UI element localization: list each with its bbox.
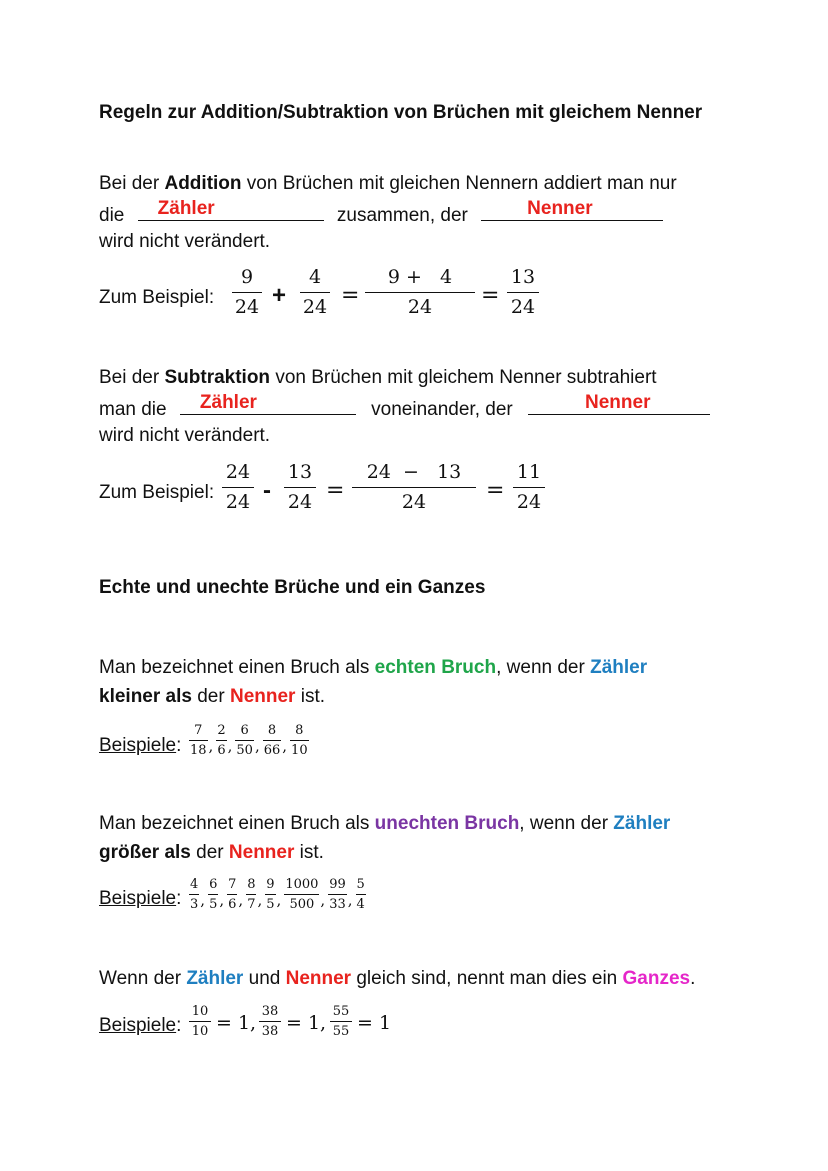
text: gleich sind, nennt man dies ein bbox=[351, 968, 623, 989]
fraction-result bbox=[513, 463, 545, 512]
denominator: 4 bbox=[356, 897, 365, 912]
equation-result: = 1 bbox=[357, 1012, 392, 1034]
text: . bbox=[690, 968, 696, 989]
fraction-bar bbox=[189, 740, 208, 741]
unecht-line-2 bbox=[99, 842, 324, 864]
term-zaehler: Zähler bbox=[590, 657, 648, 678]
unecht-examples-fractions bbox=[189, 878, 366, 911]
fraction-bar bbox=[227, 894, 237, 895]
section-title: Echte und unechte Brüche und ein Ganzes bbox=[99, 577, 486, 598]
colon: : bbox=[176, 1015, 182, 1036]
fraction-bar bbox=[265, 894, 275, 895]
fraction-bar bbox=[246, 894, 256, 895]
fraction bbox=[227, 878, 237, 911]
plus-operator: + bbox=[272, 282, 287, 309]
numerator-b: 4 bbox=[440, 266, 453, 288]
fraction bbox=[259, 1005, 281, 1038]
text: man die bbox=[99, 399, 167, 420]
unecht-line-1 bbox=[99, 813, 670, 835]
fraction bbox=[284, 463, 316, 512]
addition-example-label: Zum Beispiel: bbox=[99, 287, 215, 308]
answer-nenner: Nenner bbox=[585, 392, 651, 413]
term-zaehler: Zähler bbox=[613, 813, 671, 834]
term-nenner: Nenner bbox=[285, 968, 352, 989]
fraction-difference bbox=[352, 463, 476, 512]
fraction bbox=[232, 268, 262, 317]
equation-result: = 1, bbox=[216, 1012, 257, 1034]
comma-separator: , bbox=[227, 736, 233, 755]
operator: − bbox=[403, 461, 419, 483]
numerator: 6 bbox=[209, 877, 218, 892]
colon: : bbox=[176, 888, 182, 909]
subtraction-line-3: wird nicht verändert. bbox=[99, 425, 271, 446]
numerator: 38 bbox=[261, 1004, 279, 1019]
numerator: 2 bbox=[217, 723, 226, 738]
fraction-bar bbox=[235, 740, 254, 741]
beispiele-label: Beispiele bbox=[99, 888, 177, 909]
term-groesser-als: größer als bbox=[99, 842, 191, 863]
numerator: 99 bbox=[329, 877, 346, 892]
comma-separator: , bbox=[257, 890, 263, 909]
ganzes-examples-label bbox=[99, 1015, 181, 1037]
answer-nenner: Nenner bbox=[527, 198, 593, 219]
denominator: 6 bbox=[228, 897, 237, 912]
comma-separator: , bbox=[254, 736, 260, 755]
fraction-bar bbox=[208, 894, 218, 895]
text: , wenn der bbox=[496, 657, 591, 678]
denominator: 6 bbox=[217, 743, 226, 758]
fraction-bar bbox=[356, 894, 366, 895]
text: und bbox=[243, 968, 286, 989]
echt-line-1 bbox=[99, 657, 647, 679]
text: ist. bbox=[295, 686, 326, 707]
answer-zaehler: Zähler bbox=[199, 392, 257, 413]
addition-term: Addition bbox=[164, 173, 242, 194]
unecht-examples-label bbox=[99, 888, 181, 910]
fraction bbox=[189, 878, 199, 911]
denominator: 5 bbox=[266, 897, 275, 912]
comma-separator: , bbox=[347, 890, 353, 909]
term-nenner: Nenner bbox=[228, 842, 295, 863]
minus-operator: - bbox=[263, 477, 271, 504]
text: der bbox=[190, 842, 229, 863]
fraction-result bbox=[507, 268, 539, 317]
denominator: 5 bbox=[209, 897, 218, 912]
denominator: 7 bbox=[247, 897, 256, 912]
fraction bbox=[265, 878, 275, 911]
numerator: 9 bbox=[240, 266, 254, 288]
fraction bbox=[246, 878, 256, 911]
fraction bbox=[356, 878, 366, 911]
denominator: 10 bbox=[191, 1024, 209, 1039]
numerator: 7 bbox=[194, 723, 203, 738]
fraction bbox=[189, 1005, 211, 1038]
numerator: 8 bbox=[267, 723, 277, 738]
numerator: 13 bbox=[287, 461, 313, 483]
text: die bbox=[99, 205, 125, 226]
denominator: 24 bbox=[225, 491, 251, 513]
beispiele-label: Beispiele bbox=[99, 735, 177, 756]
answer-blank-nenner bbox=[528, 392, 710, 415]
denominator: 24 bbox=[302, 296, 328, 318]
denominator: 38 bbox=[261, 1024, 279, 1039]
numerator: 9 bbox=[266, 877, 275, 892]
text: ist. bbox=[294, 842, 324, 863]
term-kleiner-als: kleiner als bbox=[99, 686, 192, 707]
fraction bbox=[208, 878, 218, 911]
denominator: 24 bbox=[287, 491, 313, 513]
denominator: 500 bbox=[289, 897, 315, 912]
denominator: 55 bbox=[332, 1024, 350, 1039]
numerator: 8 bbox=[295, 723, 304, 738]
fraction bbox=[290, 724, 309, 757]
text: Wenn der bbox=[99, 968, 187, 989]
comma-separator: , bbox=[219, 890, 225, 909]
comma-separator: , bbox=[200, 890, 206, 909]
term-zaehler: Zähler bbox=[186, 968, 244, 989]
fraction bbox=[328, 878, 347, 911]
equals-sign: = bbox=[481, 283, 500, 308]
fraction-bar bbox=[328, 894, 347, 895]
denominator: 66 bbox=[263, 743, 281, 758]
subtraction-example-label: Zum Beispiel: bbox=[99, 482, 215, 503]
comma-separator: , bbox=[320, 890, 326, 909]
text: voneinander, der bbox=[371, 399, 513, 420]
denominator: 10 bbox=[291, 743, 308, 758]
term-echter-bruch: echten Bruch bbox=[374, 657, 497, 678]
term-ganzes: Ganzes bbox=[622, 968, 691, 989]
operator: + bbox=[406, 266, 422, 288]
term-nenner: Nenner bbox=[229, 686, 296, 707]
equation-result: = 1, bbox=[286, 1012, 327, 1034]
numerator: 6 bbox=[240, 723, 249, 738]
equals-sign: = bbox=[341, 283, 360, 308]
beispiele-label: Beispiele bbox=[99, 1015, 177, 1036]
numerator: 4 bbox=[308, 266, 322, 288]
addition-line-2 bbox=[99, 198, 663, 227]
fraction bbox=[189, 724, 208, 757]
fraction-bar bbox=[290, 740, 309, 741]
numerator: 10 bbox=[191, 1004, 209, 1019]
comma-separator: , bbox=[282, 736, 288, 755]
numerator: 5 bbox=[356, 877, 365, 892]
answer-blank-zaehler bbox=[180, 392, 356, 415]
denominator: 24 bbox=[401, 491, 427, 513]
fraction-bar bbox=[284, 894, 319, 895]
numerator: 4 bbox=[190, 877, 199, 892]
ganzes-line bbox=[99, 968, 695, 990]
equals-sign: = bbox=[486, 478, 505, 503]
subtraction-line-1 bbox=[99, 367, 657, 389]
equals-sign: = bbox=[326, 478, 345, 503]
comma-separator: , bbox=[276, 890, 282, 909]
numerator: 11 bbox=[516, 461, 542, 483]
echt-examples-label bbox=[99, 735, 181, 757]
fraction bbox=[216, 724, 226, 757]
echt-line-2 bbox=[99, 686, 325, 708]
numerator: 55 bbox=[332, 1004, 350, 1019]
denominator: 3 bbox=[190, 897, 199, 912]
answer-blank-nenner bbox=[481, 198, 663, 221]
fraction bbox=[235, 724, 254, 757]
denominator: 18 bbox=[190, 743, 207, 758]
numerator: 7 bbox=[228, 877, 237, 892]
denominator: 24 bbox=[516, 491, 542, 513]
addition-line-3: wird nicht verändert. bbox=[99, 231, 271, 252]
comma-separator: , bbox=[238, 890, 244, 909]
fraction bbox=[330, 1005, 352, 1038]
addition-line-1 bbox=[99, 173, 677, 195]
comma-separator: , bbox=[208, 736, 214, 755]
text: von Brüchen mit gleichen Nennern addiert man nur bbox=[241, 173, 677, 194]
text: Man bezeichnet einen Bruch als bbox=[99, 657, 375, 678]
echt-examples-fractions bbox=[189, 724, 309, 757]
numerator: 8 bbox=[247, 877, 256, 892]
answer-blank-zaehler bbox=[138, 198, 324, 221]
fraction-bar bbox=[263, 740, 282, 741]
subtraction-line-2 bbox=[99, 392, 710, 421]
text: Bei der bbox=[99, 367, 165, 388]
denominator: 24 bbox=[510, 296, 536, 318]
numerator: 1000 bbox=[285, 877, 319, 892]
denominator: 24 bbox=[234, 296, 260, 318]
denominator: 24 bbox=[407, 296, 433, 318]
term-unechter-bruch: unechten Bruch bbox=[374, 813, 520, 834]
text: zusammen, der bbox=[336, 205, 468, 226]
page-title: Regeln zur Addition/Subtraktion von Brüchen mit gleichem Nenner bbox=[99, 102, 703, 123]
fraction-sum bbox=[365, 268, 475, 317]
fraction bbox=[284, 878, 319, 911]
numerator-a: 9 bbox=[387, 266, 400, 288]
answer-zaehler: Zähler bbox=[157, 198, 215, 219]
numerator: 24 bbox=[225, 461, 251, 483]
text: Man bezeichnet einen Bruch als bbox=[99, 813, 375, 834]
fraction-bar bbox=[189, 894, 199, 895]
colon: : bbox=[176, 735, 182, 756]
numerator-a: 24 bbox=[366, 461, 391, 483]
text: Bei der bbox=[99, 173, 165, 194]
denominator: 33 bbox=[329, 897, 346, 912]
denominator: 50 bbox=[236, 743, 253, 758]
fraction bbox=[222, 463, 254, 512]
fraction bbox=[263, 724, 282, 757]
numerator: 13 bbox=[510, 266, 536, 288]
text: , wenn der bbox=[519, 813, 614, 834]
fraction-bar bbox=[216, 740, 226, 741]
text: der bbox=[191, 686, 230, 707]
text: von Brüchen mit gleichem Nenner subtrahiert bbox=[270, 367, 657, 388]
fraction bbox=[300, 268, 330, 317]
subtraction-term: Subtraktion bbox=[164, 367, 271, 388]
numerator-b: 13 bbox=[437, 461, 462, 483]
